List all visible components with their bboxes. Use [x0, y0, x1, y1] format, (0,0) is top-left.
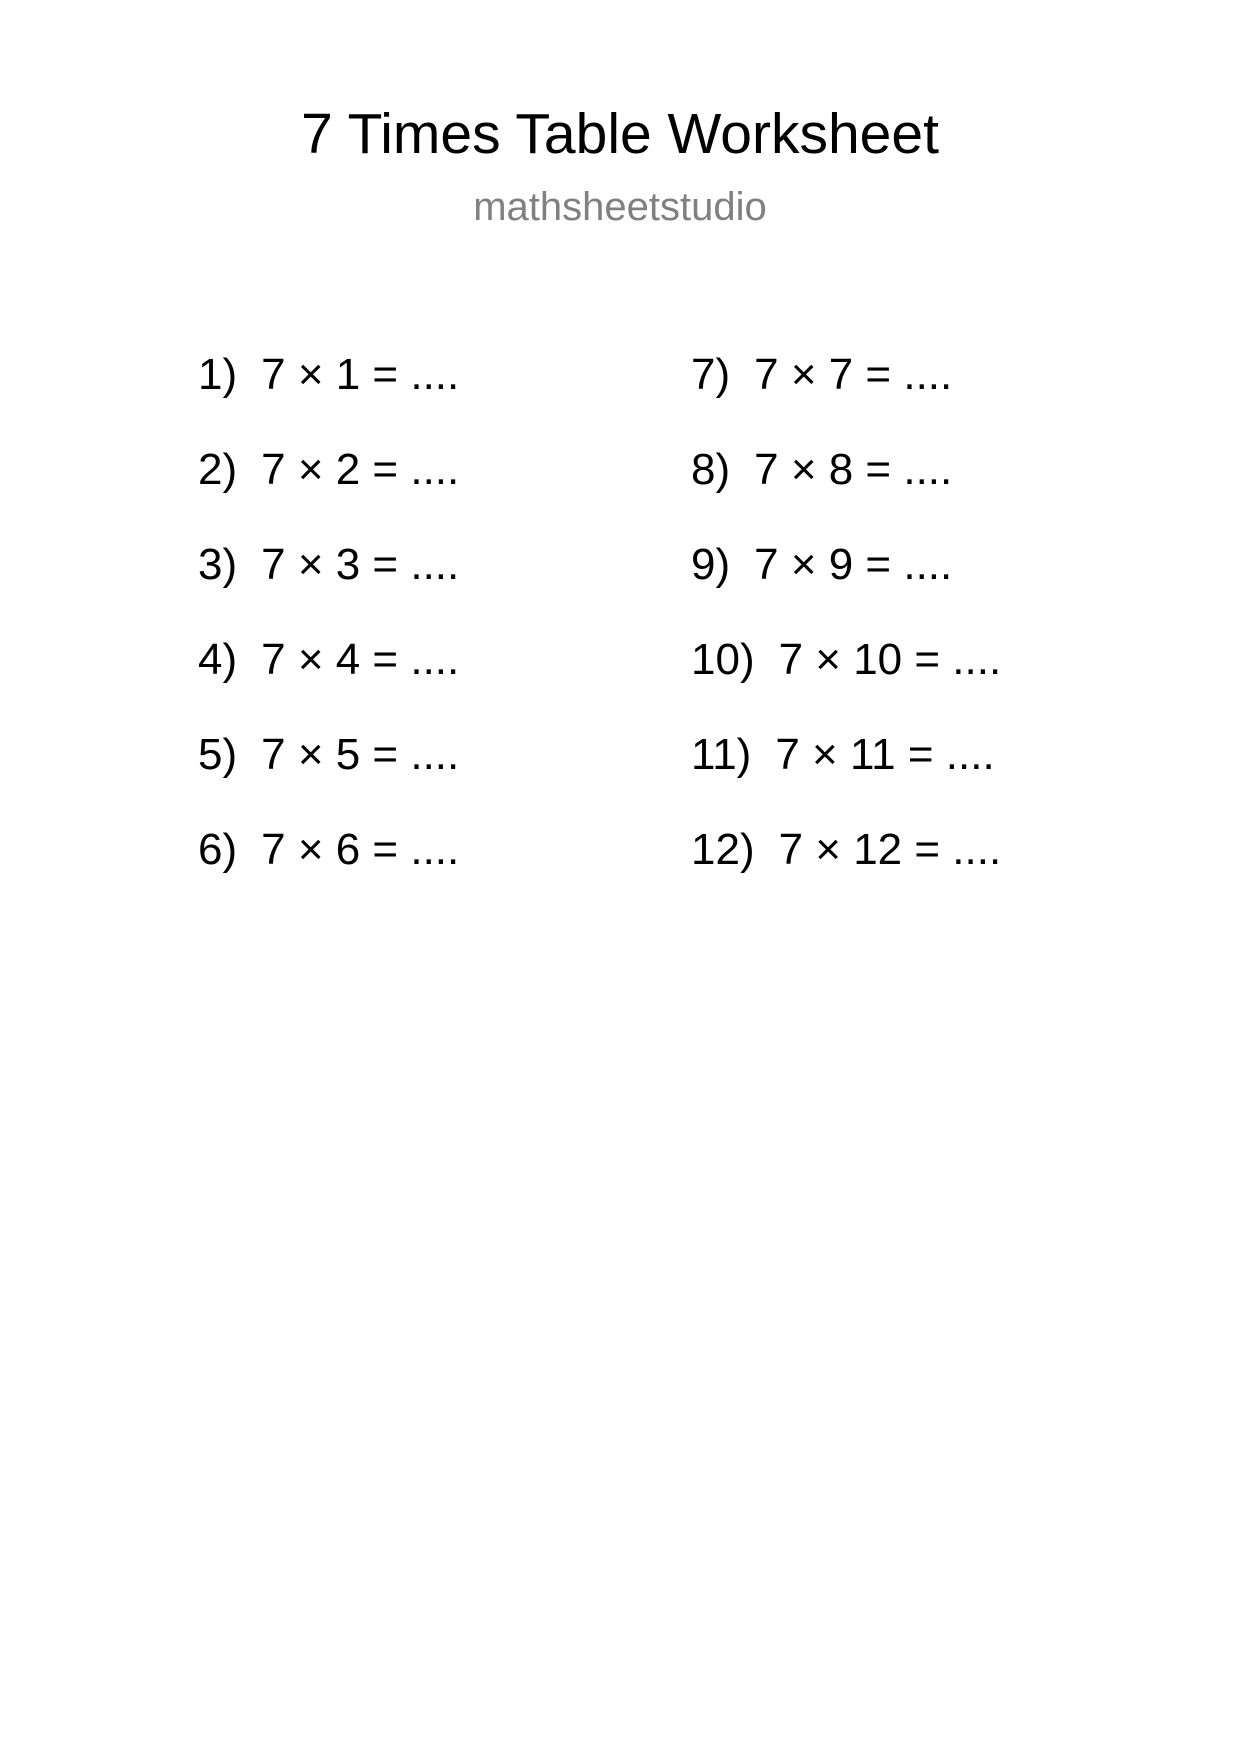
worksheet-subtitle: mathsheetstudio	[473, 185, 767, 229]
problem-expression: 7 × 5 = ....	[261, 730, 460, 779]
problem-6	[198, 820, 691, 915]
problem-number: 4)	[198, 635, 238, 684]
worksheet-title: 7 Times Table Worksheet	[301, 102, 939, 166]
problem-expression: 7 × 8 = ....	[754, 445, 953, 494]
problem-expression: 7 × 12 = ....	[778, 825, 1002, 874]
problem-number: 12)	[691, 825, 755, 874]
problem-10	[691, 630, 1058, 725]
problem-9	[691, 535, 1058, 630]
problem-number: 9)	[691, 540, 731, 589]
problem-11	[691, 725, 1058, 820]
problem-expression: 7 × 10 = ....	[778, 635, 1002, 684]
problem-3	[198, 535, 691, 630]
problem-number: 7)	[691, 350, 731, 399]
problem-2	[198, 440, 691, 535]
problem-5	[198, 725, 691, 820]
problem-number: 11)	[691, 730, 752, 779]
problem-4	[198, 630, 691, 725]
problem-number: 3)	[198, 540, 238, 589]
problem-number: 6)	[198, 825, 238, 874]
problem-7	[691, 345, 1058, 440]
problem-1	[198, 345, 691, 440]
problem-expression: 7 × 2 = ....	[261, 445, 460, 494]
problem-number: 1)	[198, 350, 238, 399]
problem-expression: 7 × 1 = ....	[261, 350, 460, 399]
problems-grid	[198, 345, 1058, 915]
problem-expression: 7 × 4 = ....	[261, 635, 460, 684]
problem-expression: 7 × 11 = ....	[775, 730, 995, 779]
problem-number: 10)	[691, 635, 755, 684]
problem-number: 2)	[198, 445, 238, 494]
problem-number: 8)	[691, 445, 731, 494]
problem-expression: 7 × 9 = ....	[754, 540, 953, 589]
problem-expression: 7 × 6 = ....	[261, 825, 460, 874]
problem-number: 5)	[198, 730, 238, 779]
problem-expression: 7 × 7 = ....	[754, 350, 953, 399]
problem-expression: 7 × 3 = ....	[261, 540, 460, 589]
problem-12	[691, 820, 1058, 915]
problem-8	[691, 440, 1058, 535]
